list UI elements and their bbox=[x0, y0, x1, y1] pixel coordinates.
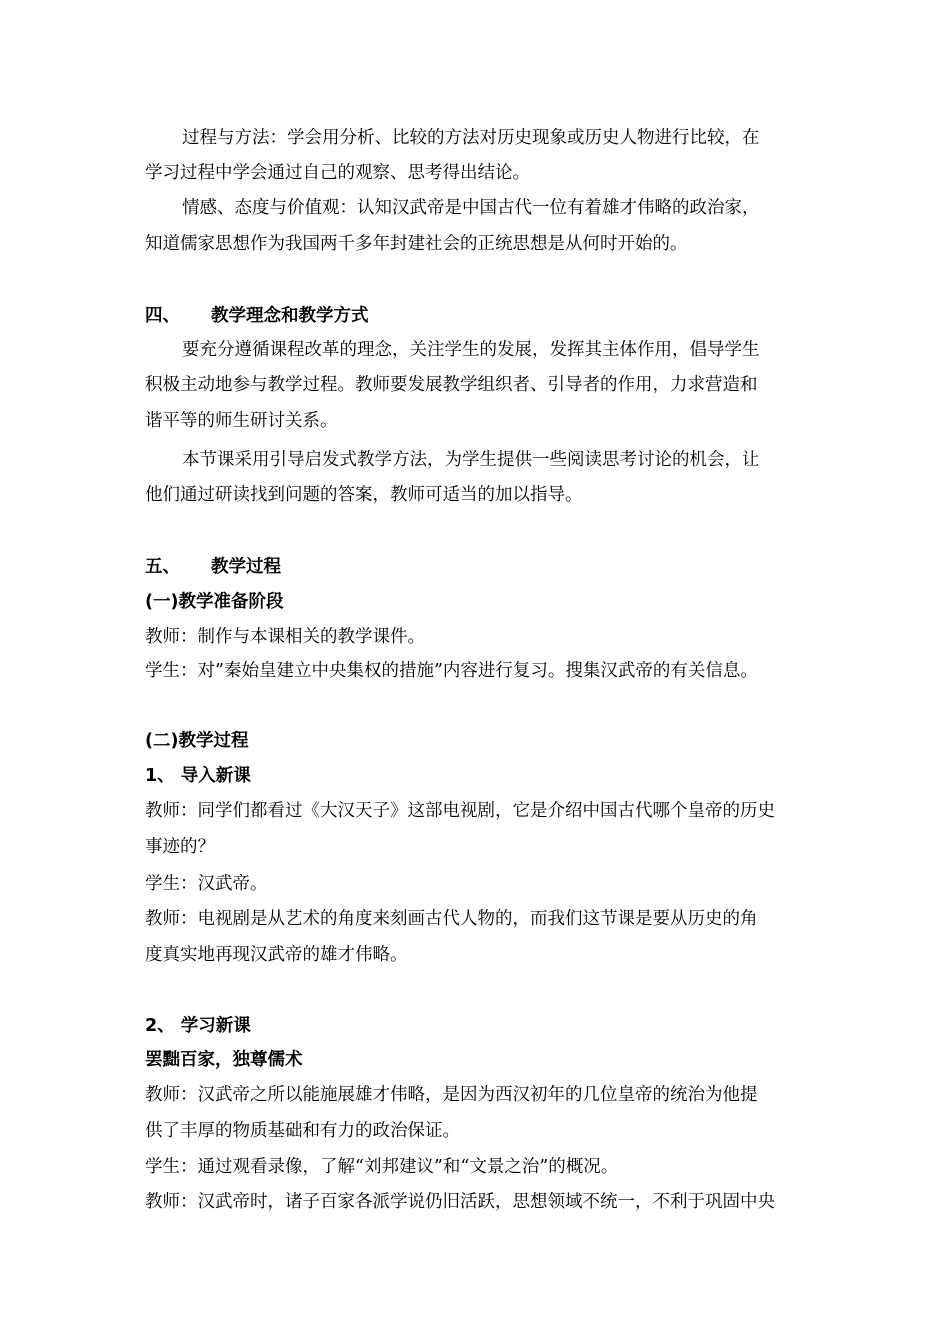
paragraph-line: 积极主动地参与教学过程。教师要发展教学组织者、引导者的作用，力求营造和 bbox=[145, 375, 758, 395]
paragraph-line: 教师：同学们都看过《大汉天子》这部电视剧，它是介绍中国古代哪个皇帝的历史 bbox=[145, 801, 775, 821]
heading-number: 四、 bbox=[145, 306, 180, 326]
paragraph-line: 教师：汉武帝之所以能施展雄才伟略，是因为西汉初年的几位皇帝的统治为他提 bbox=[145, 1085, 758, 1105]
paragraph-line: 知道儒家思想作为我国两千多年封建社会的正统思想是从何时开始的。 bbox=[145, 234, 688, 254]
step-heading: 2、 学习新课 bbox=[145, 1016, 251, 1036]
step-heading: 1、 导入新课 bbox=[145, 766, 251, 786]
paragraph-line: 要充分遵循课程改革的理念，关注学生的发展，发挥其主体作用，倡导学生 bbox=[182, 340, 760, 360]
paragraph-line: 供了丰厚的物质基础和有力的政治保证。 bbox=[145, 1121, 460, 1141]
subsection-heading: (一)教学准备阶段 bbox=[145, 592, 284, 612]
paragraph-line: 学生：通过观看录像，了解“刘邦建议”和“文景之治”的概况。 bbox=[145, 1157, 619, 1177]
heading-number: 五、 bbox=[145, 557, 180, 577]
paragraph-line: 学生：汉武帝。 bbox=[145, 874, 268, 894]
paragraph-line: 学生：对”秦始皇建立中央集权的措施”内容进行复习。搜集汉武帝的有关信息。 bbox=[145, 661, 758, 681]
subsection-heading: (二)教学过程 bbox=[145, 731, 249, 751]
paragraph-line: 本节课采用引导启发式教学方法，为学生提供一些阅读思考讨论的机会，让 bbox=[182, 450, 760, 470]
heading-text: 教学理念和教学方式 bbox=[211, 306, 369, 326]
section-heading-4 bbox=[145, 304, 369, 328]
paragraph-line: 他们通过研读找到问题的答案，教师可适当的加以指导。 bbox=[145, 485, 583, 505]
paragraph-line: 度真实地再现汉武帝的雄才伟略。 bbox=[145, 945, 408, 965]
paragraph-line: 谐平等的师生研讨关系。 bbox=[145, 411, 338, 431]
paragraph-line: 教师：汉武帝时，诸子百家各派学说仍旧活跃，思想领域不统一，不利于巩固中央 bbox=[145, 1192, 775, 1212]
topic-heading: 罢黜百家，独尊儒术 bbox=[145, 1050, 303, 1070]
paragraph-line: 教师：制作与本课相关的教学课件。 bbox=[145, 627, 425, 647]
paragraph-line: 过程与方法：学会用分析、比较的方法对历史现象或历史人物进行比较，在 bbox=[182, 128, 760, 148]
paragraph-line: 情感、态度与价值观：认知汉武帝是中国古代一位有着雄才伟略的政治家， bbox=[182, 198, 760, 218]
heading-text: 教学过程 bbox=[211, 557, 281, 577]
paragraph-line: 事迹的？ bbox=[145, 837, 215, 857]
section-heading-5 bbox=[145, 555, 281, 579]
paragraph-line: 教师：电视剧是从艺术的角度来刻画古代人物的，而我们这节课是要从历史的角 bbox=[145, 909, 758, 929]
paragraph-line: 学习过程中学会通过自己的观察、思考得出结论。 bbox=[145, 163, 530, 183]
